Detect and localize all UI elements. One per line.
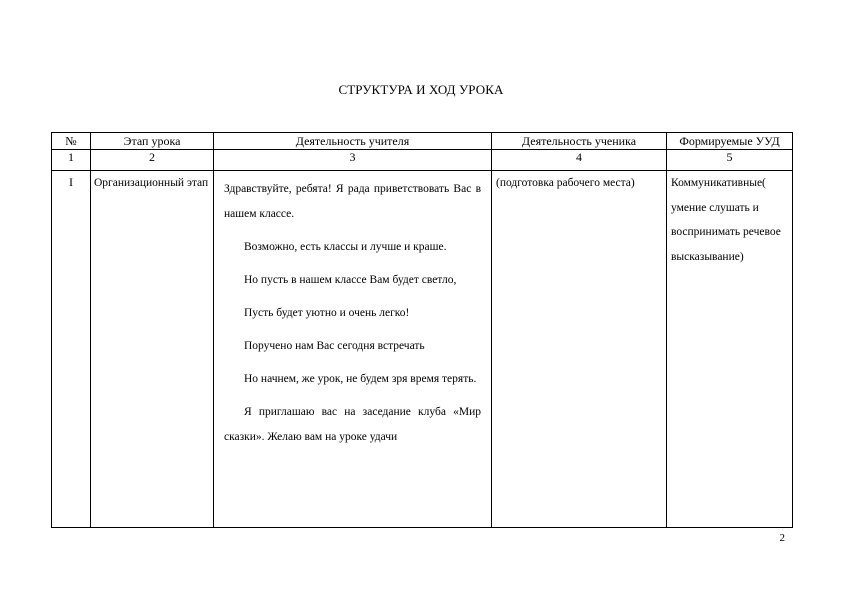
header-uud: Формируемые УУД [667,133,793,150]
header-number: № [52,133,91,150]
teacher-activity [214,171,492,528]
column-number-5: 5 [667,150,793,171]
teacher-line: Возможно, есть классы и лучше и краше. [244,241,447,253]
stage-name: Организационный этап [91,171,214,528]
column-number-row [52,150,793,171]
stage-number: I [52,171,91,528]
formed-uud: Коммуникативные( умение слушать и воспринимать речевое высказывание) [667,171,793,528]
column-number-1: 1 [52,150,91,171]
column-number-2: 2 [91,150,214,171]
header-row [52,133,793,150]
teacher-line: Поручено нам Вас сегодня встречать [244,340,425,352]
page-title: СТРУКТУРА И ХОД УРОКА [338,82,504,97]
header-student-activity: Деятельность ученика [492,133,667,150]
student-activity: (подготовка рабочего места) [492,171,667,528]
teacher-line: Пусть будет уютно и очень легко! [244,307,410,319]
header-stage: Этап урока [91,133,214,150]
teacher-line: Но пусть в нашем классе Вам будет светло, [244,274,457,286]
page-number: 2 [779,532,785,544]
teacher-line: Я приглашаю вас на заседание клуба «Мир сказки». Желаю вам на уроке удачи [224,406,481,443]
column-number-4: 4 [492,150,667,171]
teacher-line: Здравствуйте, ребята! Я рада приветствовать Вас в нашем классе. [224,183,481,220]
teacher-line: Но начнем, же урок, не будем зря время терять. [244,373,477,385]
header-teacher-activity: Деятельность учителя [214,133,492,150]
table-row [52,171,793,528]
lesson-structure-table [51,132,793,528]
column-number-3: 3 [214,150,492,171]
